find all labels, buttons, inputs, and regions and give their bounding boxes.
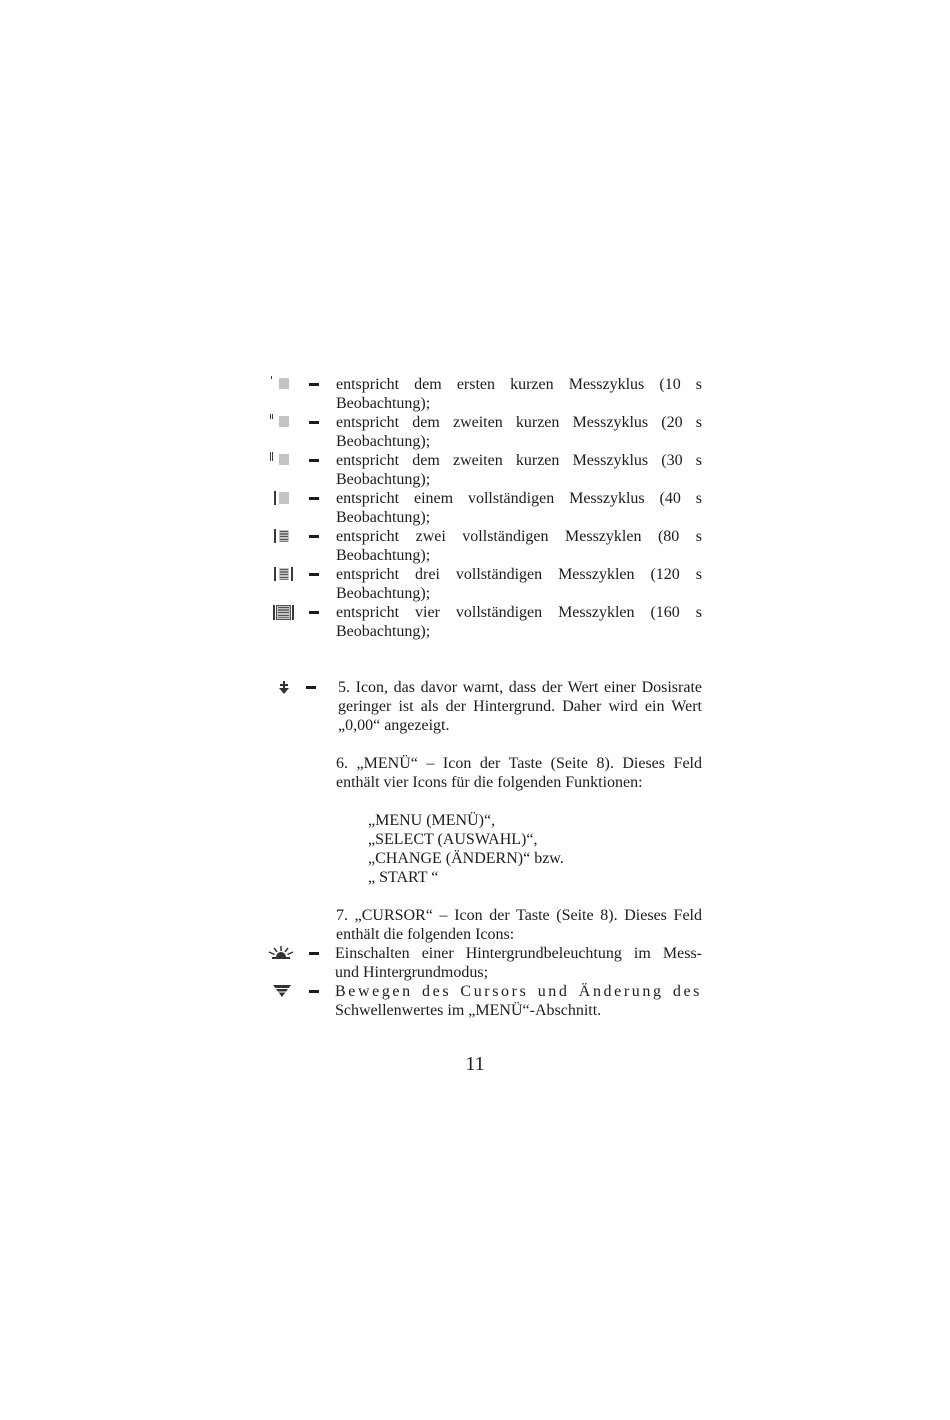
cycle-text-line: Beobachtung); — [336, 470, 431, 488]
icon-bar — [274, 529, 276, 543]
list-item-text: „ START “ — [368, 868, 439, 886]
list-item — [368, 830, 702, 849]
cycle-item-120s — [336, 565, 702, 603]
list-item-text: „SELECT (AUSWAHL)“, — [368, 830, 538, 848]
cycle-text-line: Beobachtung); — [336, 546, 431, 564]
cycle-item-80s — [336, 527, 702, 565]
icon-bar — [274, 567, 276, 581]
menu-functions-list — [368, 811, 702, 887]
section-7-line: enthält die folgenden Icons: — [336, 925, 515, 943]
icon-tick — [270, 414, 271, 419]
cycle-text-line: entspricht dem ersten kurzen Messzyklus (10 s — [336, 375, 702, 393]
icon-tick — [272, 452, 273, 461]
icon-bar — [273, 605, 275, 620]
icon-tick — [271, 376, 272, 379]
section-7-line: 7. „CURSOR“ – Icon der Taste (Seite 8). Dieses Feld — [336, 906, 702, 924]
cycle-text-line: entspricht vier vollständigen Messzyklen (160 s — [336, 603, 702, 621]
arrow-down-icon — [278, 681, 290, 695]
list-item — [368, 849, 702, 868]
cursor-move-line: Bewegen des Cursors und Änderung des — [335, 982, 702, 1000]
section-5-paragraph — [338, 678, 702, 735]
lamp-rays-icon — [268, 946, 294, 960]
cursor-item-backlight — [335, 944, 702, 982]
section-6-line: 6. „MENÜ“ – Icon der Taste (Seite 8). Dieses Feld — [336, 754, 702, 772]
cycle-one-full-icon — [266, 489, 298, 507]
cycle-three-full-icon — [266, 565, 298, 583]
cycle-text-line: Beobachtung); — [336, 394, 431, 412]
section-6-paragraph — [336, 754, 702, 792]
icon-stripes — [280, 569, 288, 580]
dash-separator — [309, 497, 319, 500]
cycle-text-line: Beobachtung); — [336, 622, 431, 640]
cycle-item-10s — [336, 375, 702, 413]
icon-stripes — [280, 531, 288, 542]
backlight-line: Einschalten einer Hintergrundbeleuchtung im Mess- — [335, 944, 702, 962]
section-6-line: enthält vier Icons für die folgenden Funktionen: — [336, 773, 643, 791]
cycle-text-line: entspricht drei vollständigen Messzyklen (120 s — [336, 565, 702, 583]
cycle-text-line: entspricht dem zweiten kurzen Messzyklus (20 s — [336, 413, 702, 431]
dash-separator — [309, 535, 319, 538]
cycle-text-line: entspricht einem vollständigen Messzyklus (40 s — [336, 489, 702, 507]
list-item — [368, 811, 702, 830]
icon-bar — [291, 567, 293, 581]
dash-separator — [309, 421, 319, 424]
cycle-text-line: Beobachtung); — [336, 584, 431, 602]
cycle-first-short-icon — [266, 375, 298, 393]
list-item-text: „MENU (MENÜ)“, — [368, 811, 496, 829]
icon-bar — [292, 605, 294, 620]
icon-dot-grid — [279, 378, 289, 389]
cycle-item-40s — [336, 489, 702, 527]
section-5-line: 5. Icon, das davor warnt, dass der Wert einer Dosisrate — [338, 678, 702, 696]
icon-bar — [274, 491, 276, 505]
cursor-move-line: Schwellenwertes im „MENÜ“-Abschnitt. — [335, 1001, 602, 1019]
cycle-text-line: Beobachtung); — [336, 432, 431, 450]
cursor-down-icon — [273, 985, 291, 998]
cycle-two-full-icon — [266, 527, 298, 545]
section-5-line: geringer ist als der Hintergrund. Daher wird ein Wert — [338, 697, 702, 715]
section-7-paragraph — [336, 906, 702, 944]
list-item — [368, 868, 702, 887]
dash-separator — [309, 611, 319, 614]
icon-tick — [272, 414, 273, 419]
cycle-indicator-list — [336, 375, 702, 641]
icon-dot-grid — [279, 416, 289, 427]
cycle-text-line: entspricht dem zweiten kurzen Messzyklus (30 s — [336, 451, 702, 469]
icon-dot-grid — [279, 492, 289, 504]
below-background-arrow-icon — [278, 681, 290, 695]
dash-separator — [306, 686, 316, 689]
icon-dot-grid — [279, 454, 289, 465]
cycle-item-160s — [336, 603, 702, 641]
backlight-line: und Hintergrundmodus; — [335, 963, 489, 981]
triangle-down-icon — [273, 985, 291, 998]
dash-separator — [309, 383, 319, 386]
dash-separator — [309, 990, 319, 993]
dash-separator — [309, 573, 319, 576]
backlight-icon — [268, 946, 294, 960]
dash-separator — [309, 952, 319, 955]
cycle-text-line: entspricht zwei vollständigen Messzyklen (80 s — [336, 527, 702, 545]
cursor-item-move — [335, 982, 702, 1020]
cycle-four-full-icon — [266, 603, 298, 621]
cycle-item-20s — [336, 413, 702, 451]
icon-tick — [270, 452, 271, 461]
dash-separator — [309, 459, 319, 462]
page-number: 11 — [465, 1053, 485, 1075]
cycle-second-short-icon — [266, 413, 298, 431]
cycle-third-short-icon — [266, 451, 298, 469]
section-5-line: „0,00“ angezeigt. — [338, 716, 450, 734]
list-item-text: „CHANGE (ÄNDERN)“ bzw. — [368, 849, 564, 867]
cycle-item-30s — [336, 451, 702, 489]
icon-stripes — [278, 607, 289, 618]
cycle-text-line: Beobachtung); — [336, 508, 431, 526]
